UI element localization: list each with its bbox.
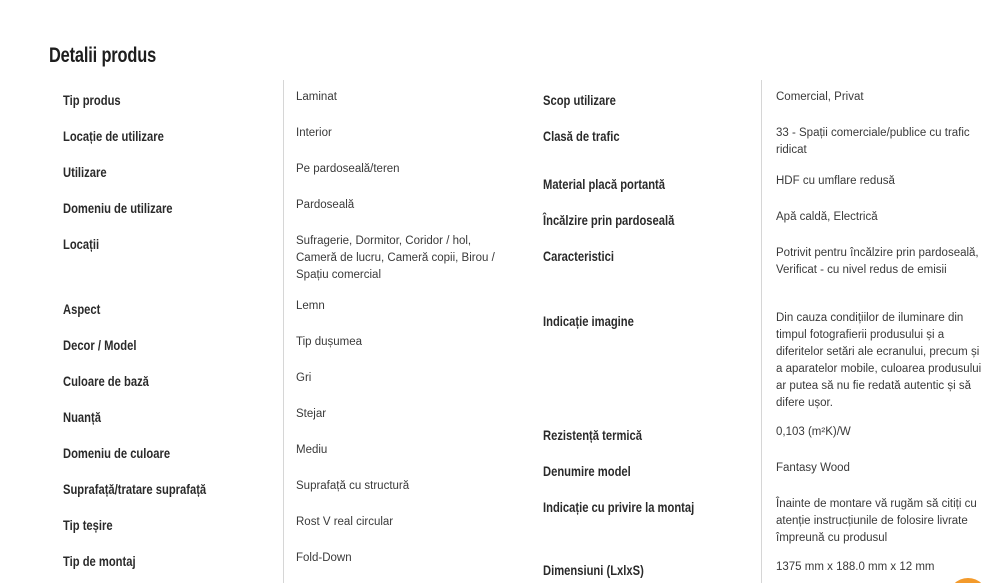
detail-label: Scop utilizare [543,92,616,108]
detail-label: Utilizare [63,164,107,180]
detail-value: Pardoseală [296,199,355,211]
page-title: Detalii produs [49,44,157,67]
detail-label: Tip de montaj [63,553,136,569]
detail-label: Decor / Model [63,337,137,353]
detail-label: Indicație imagine [543,313,634,329]
column-divider [283,80,284,583]
detail-value: Sufragerie, Dormitor, Coridor / hol, Cameră de lucru, Cameră copii, Birou / Spațiu comercial [296,235,495,281]
detail-value: Suprafață cu structură [296,480,410,492]
detail-value: 33 - Spații comerciale/publice cu trafic ridicat [776,127,970,156]
detail-value: Apă caldă, Electrică [776,211,878,223]
detail-value: Fantasy Wood [776,462,850,474]
detail-value: Comercial, Privat [776,91,864,103]
detail-value: Mediu [296,444,328,456]
detail-label: Culoare de bază [63,373,149,389]
detail-value: Din cauza condițiilor de iluminare din timpul fotografierii produsului și a diferitelor setări ale ecranului, precum și a aparatelor mobile, culoarea produsului ar putea să nu fie redată autentic și să difere ușor. [776,312,982,409]
detail-value: 0,103 (m²K)/W [776,426,851,438]
detail-value: Gri [296,372,312,384]
detail-value: Pe pardoseală/teren [296,163,400,175]
detail-value: Stejar [296,408,327,420]
detail-value: HDF cu umflare redusă [776,175,895,187]
column-divider [761,80,762,583]
floating-action-button[interactable] [948,578,988,583]
detail-value: Laminat [296,91,337,103]
detail-label: Indicație cu privire la montaj [543,499,695,515]
detail-value: Interior [296,127,332,139]
detail-label: Dimensiuni (LxlxS) [543,562,644,578]
detail-label: Tip produs [63,92,121,108]
detail-label: Locație de utilizare [63,128,164,144]
detail-value: Rost V real circular [296,516,394,528]
detail-label: Caracteristici [543,248,614,264]
detail-value: Fold-Down [296,552,352,564]
detail-label: Tip teșire [63,517,113,533]
detail-label: Nuanță [63,409,101,425]
detail-label: Material placă portantă [543,176,665,192]
detail-label: Locații [63,236,100,252]
detail-label: Suprafață/tratare suprafață [63,481,207,497]
detail-label: Denumire model [543,463,631,479]
detail-value: Potrivit pentru încălzire prin pardoseală, Verificat - cu nivel redus de emisii [776,247,979,276]
detail-label: Aspect [63,301,101,317]
detail-label: Domeniu de culoare [63,445,171,461]
detail-value: Înainte de montare vă rugăm să citiți cu atenție instrucțiunile de folosire livrate împreună cu produsul [776,498,977,544]
detail-value: Lemn [296,300,325,312]
detail-value: 1375 mm x 188.0 mm x 12 mm [776,561,935,573]
detail-value: Tip dușumea [296,336,363,348]
detail-label: Rezistență termică [543,427,642,443]
detail-label: Clasă de trafic [543,128,620,144]
detail-label: Încălzire prin pardoseală [543,212,675,228]
detail-label: Domeniu de utilizare [63,200,173,216]
